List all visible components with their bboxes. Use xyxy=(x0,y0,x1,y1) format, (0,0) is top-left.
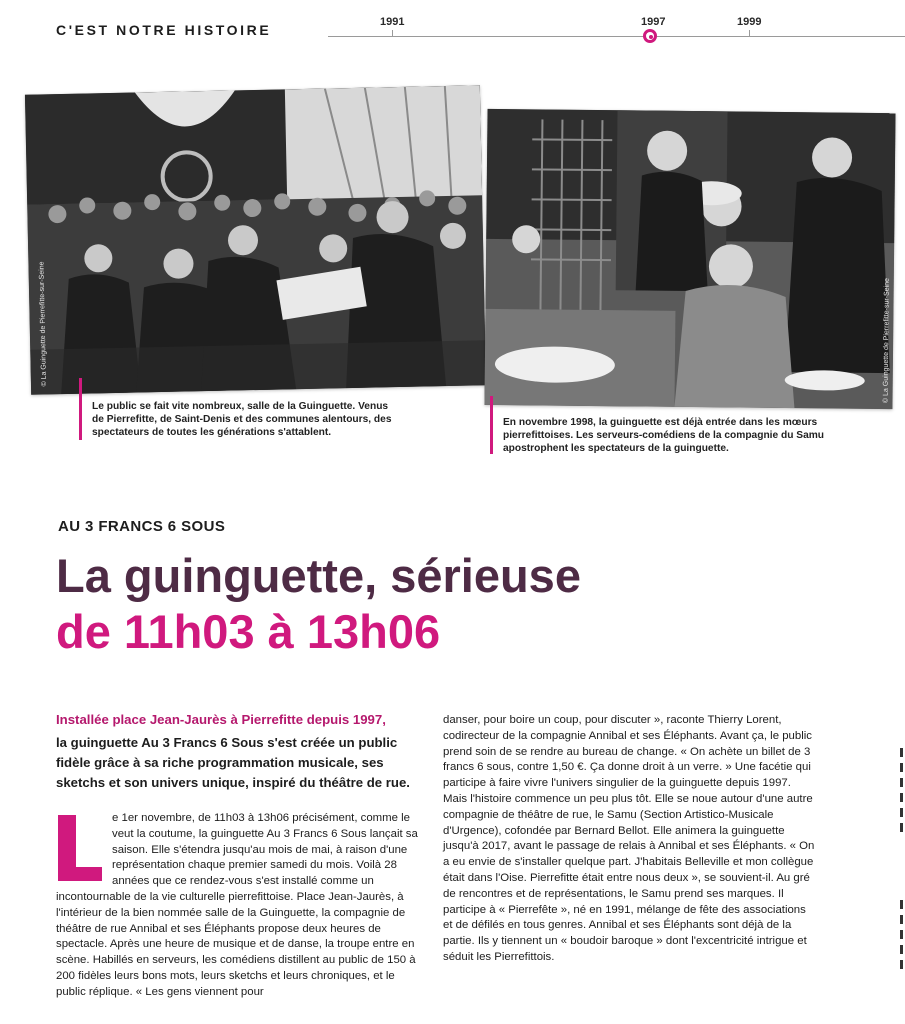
caption-accent-bar xyxy=(490,396,493,454)
photo-waiters-image xyxy=(484,109,895,409)
photo-audience-image xyxy=(25,85,486,394)
caption-accent-bar xyxy=(79,378,82,440)
body-paragraph: Mais l'histoire commence un peu plus tôt. Elle se noue autour d'une autre compagnie de théâtre de rue, le Samu (Section Artistico-Musicale d'Urgence), cofondée par Bernard Bellot. Elle animera la guinguette jusqu'à 2017, avant le passage de relais à Annibal et ses Éléphants. « On a eu envie de s'installer quelque part. J'habitais Belleville et mon collègue était dans l'Oise. Pierrefitte était entre nous deux », se souvient-il. Au gré de rencontres et de représentations, le Samu prend ses marques. Il participe à « Pierrefête », né en 1991, mélange de fête des associations et de défilés en tous genres. Annibal et ses Éléphants sont déjà de la partie. Ils y tiennent un « boudoir baroque » dont l'excentricité intrigue et séduit les Pierrefittois. xyxy=(443,792,815,963)
photo-waiters-comedians xyxy=(484,109,895,409)
headline-line-1: La guinguette, sérieuse xyxy=(56,549,581,602)
section-title: C'EST NOTRE HISTOIRE xyxy=(56,22,272,38)
timeline-tick-1991 xyxy=(392,30,393,37)
photo-credit: © La Guinguette de Pierrefitte-sur-Seine xyxy=(38,261,49,387)
body-column-2 xyxy=(443,713,815,966)
photo-credit: © La Guinguette de Pierrefitte-sur-Seine xyxy=(882,278,891,404)
clipped-column-edge xyxy=(898,748,905,838)
lead-highlight: Installée place Jean-Jaurès à Pierrefitte depuis 1997, xyxy=(56,712,386,727)
dropcap xyxy=(56,815,104,881)
timeline-marker xyxy=(643,29,657,43)
timeline-year-1991: 1991 xyxy=(380,16,405,28)
photo-caption-1: Le public se fait vite nombreux, salle de la Guinguette. Venus de Pierrefitte, de Saint-Denis et des communes alentours, des spectateurs de toutes les générations s'attablent. xyxy=(92,401,392,438)
article-kicker: AU 3 FRANCS 6 SOUS xyxy=(58,518,226,535)
body-column-1 xyxy=(56,811,424,1001)
body-paragraph: danser, pour boire un coup, pour discuter », raconte Thierry Lorent, codirecteur de la compagnie Annibal et ses Éléphants. Avant ça, le public prend soin de se rendre au bureau de change. « On achète un billet de 3 francs 6 sous, contre 1,50 €. Ça donne droit à un verre. » Une facétie qui participe à faire vivre l'univers singulier de la guinguette depuis 1997. xyxy=(443,714,812,790)
timeline-line xyxy=(328,36,905,37)
timeline-year-1997: 1997 xyxy=(641,16,666,28)
photo-caption-2: En novembre 1998, la guinguette est déjà entrée dans les mœurs pierrefittoises. Les serveurs-comédiens de la compagnie du Samu apostrophent les spectateurs de la guinguette. xyxy=(503,417,825,454)
timeline-year-1999: 1999 xyxy=(737,16,762,28)
dropcap-glyph xyxy=(56,815,104,881)
photo-guinguette-audience xyxy=(25,85,486,394)
body-column-1-text: e 1er novembre, de 11h03 à 13h06 précisément, comme le veut la coutume, la guinguette Au 3 Francs 6 Sous lançait sa saison. Elle s'étendra jusqu'au mois de mai, à raison d'une représentation chaque premier samedi du mois. Voilà 28 années que ce rendez-vous s'est installé comme un incontournable de la vie culturelle pierrefittoise. Place Jean-Jaurès, à l'intérieur de la bien nommée salle de la Guinguette, la compagnie de théâtre de rue Annibal et ses Éléphants propose deux heures de spectacle. Après une heure de musique et de danse, la troupe entre en scène. Habillés en serveurs, les comédiens distillent au public de 150 à 200 fidèles leurs bons mots, leurs sketchs et leurs chroniques, et le public réplique. « Les gens viennent pour xyxy=(56,812,418,998)
lead-text: la guinguette Au 3 Francs 6 Sous s'est créée un public fidèle grâce à sa riche programmation musicale, ses sketchs et son univers unique, inspiré du théâtre de rue. xyxy=(56,735,410,790)
clipped-column-edge xyxy=(898,900,905,975)
timeline-tick-1999 xyxy=(749,30,750,37)
headline-line-2: de 11h03 à 13h06 xyxy=(56,605,441,658)
